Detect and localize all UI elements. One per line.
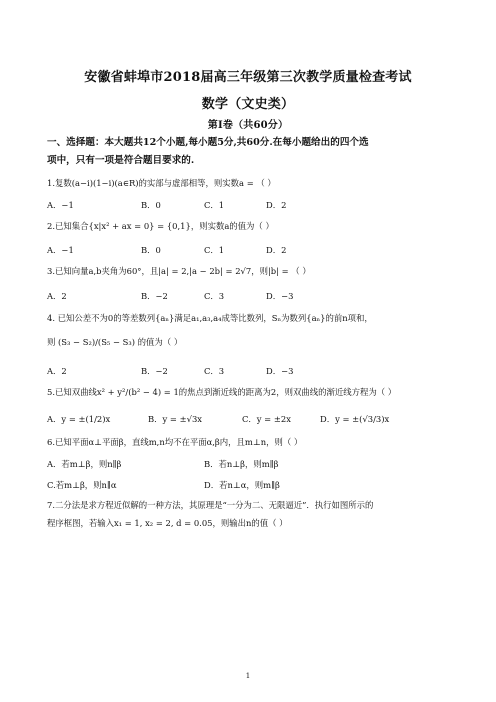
question-2-option-a: A．−1: [47, 245, 74, 255]
question-5-option-c: C．y = ±2x: [242, 414, 291, 424]
question-3-option-b: B．−2: [141, 291, 168, 301]
question-1-stem: 1.复数(a−i)(1−i)(a∈R)的实部与虚部相等，则实数a = （ ）: [47, 178, 276, 188]
question-4-option-b: B．−2: [141, 366, 168, 376]
question-1-option-b: B．0: [141, 200, 161, 210]
exam-title: 安徽省蚌埠市2018届高三年级第三次教学质量检查考试: [84, 70, 412, 85]
question-6-option-c: C.若m⊥β，则n∥α: [47, 480, 117, 490]
question-3-option-a: A．2: [47, 291, 67, 301]
question-4-stem: 4. 已知公差不为0的等差数列{aₙ}满足a₁,a₃,a₄成等比数列，Sₙ为数列{aₙ}的前n项和，: [47, 313, 373, 323]
question-3-stem: 3.已知向量a,b夹角为60°，且|a| = 2,|a − 2b| = 2√7，则|b| = （ ）: [47, 266, 311, 276]
question-6-stem: 6.已知平面α⊥平面β，直线m,n均不在平面α,β内，且m⊥n，则（ ）: [47, 437, 303, 447]
question-4-option-d: D．−3: [266, 366, 294, 376]
question-3-option-d: D．−3: [266, 291, 294, 301]
exam-subtitle: 数学（文史类）: [201, 97, 295, 112]
question-6-option-b: B．若n⊥β，则m∥β: [204, 459, 279, 469]
question-1-option-c: C．1: [204, 200, 225, 210]
question-4-option-a: A．2: [47, 366, 67, 376]
section-line-2: 项中，只有一项是符合题目要求的.: [47, 155, 195, 166]
section-line-1: 一、选择题：本大题共12个小题,每小题5分,共60分.在每小题给出的四个选: [47, 137, 369, 148]
part-heading: 第Ⅰ卷（共60分）: [207, 120, 289, 131]
question-1-option-a: A．−1: [47, 200, 74, 210]
question-4-stem-continued: 则 (S₃ − S₂)/(S₅ − S₃) 的值为（ ）: [47, 337, 183, 347]
question-6-option-d: D．若n⊥α，则m∥β: [204, 480, 280, 490]
question-2-option-b: B．0: [141, 245, 161, 255]
page-number: 1: [245, 672, 251, 680]
question-1-option-d: D．2: [266, 200, 287, 210]
question-7-stem-continued: 程序框图，若输入x₁ = 1, x₂ = 2, d = 0.05，则输出n的值（ ）: [47, 518, 288, 528]
question-2-stem: 2.已知集合{x|x² + ax = 0} = {0,1}，则实数a的值为（ ）: [47, 221, 274, 231]
question-3-option-c: C．3: [204, 291, 225, 301]
question-2-option-c: C．1: [204, 245, 225, 255]
question-7-stem: 7.二分法是求方程近似解的一种方法，其原理是“一分为二、无限逼近”．执行如图所示的: [47, 500, 374, 510]
question-5-stem: 5.已知双曲线x² + y²/(b² − 4) = 1的焦点到渐近线的距离为2，则双曲线的渐近线方程为（ ）: [47, 387, 397, 397]
question-6-option-a: A．若m⊥β，则n∥β: [47, 459, 122, 469]
section-instructions: [47, 134, 452, 170]
question-5-option-b: B．y = ±√3x: [148, 414, 203, 424]
question-5-option-d: D．y = ±(√3/3)x: [320, 414, 390, 424]
question-2-option-d: D．2: [266, 245, 287, 255]
question-4-option-c: C．3: [204, 366, 225, 376]
question-5-option-a: A．y = ±(1/2)x: [47, 414, 111, 424]
